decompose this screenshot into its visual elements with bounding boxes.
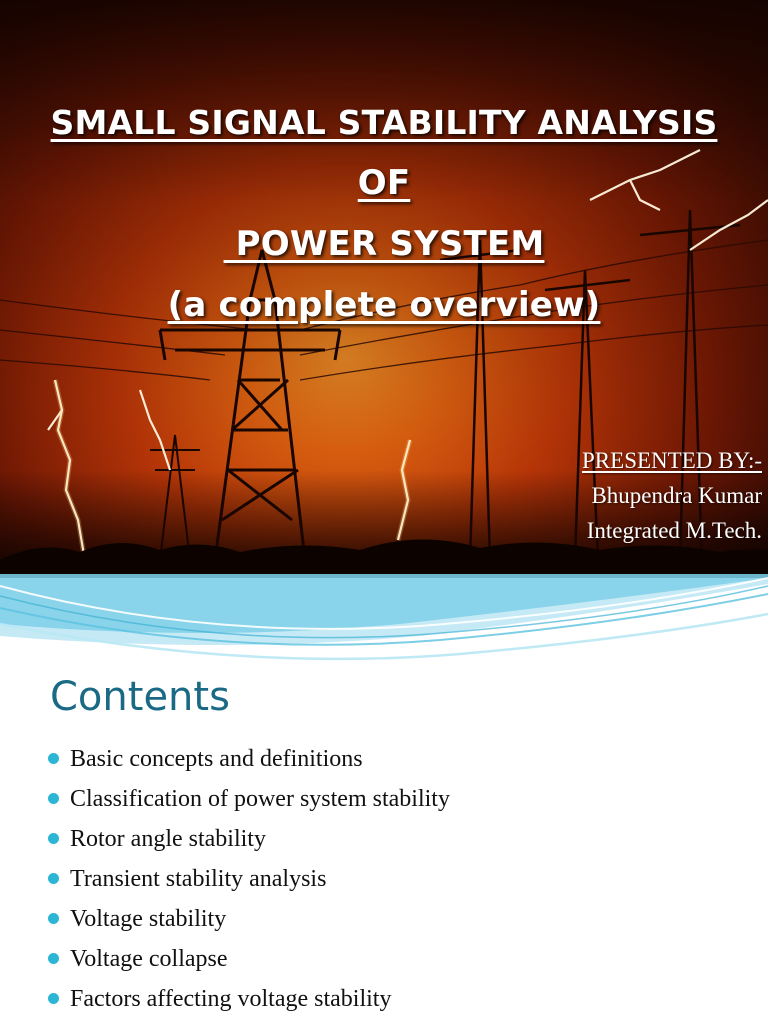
wave-divider <box>0 574 768 674</box>
bullet-icon <box>48 873 59 884</box>
title-line-2: OF <box>357 163 411 203</box>
presenter-block <box>582 443 762 548</box>
bullet-icon <box>48 913 59 924</box>
list-item: Basic concepts and definitions <box>48 742 450 782</box>
list-item: Transient stability analysis <box>48 862 450 902</box>
bullet-icon <box>48 833 59 844</box>
title-line-3: POWER SYSTEM <box>223 224 545 264</box>
list-item: Factors affecting voltage stability <box>48 982 450 1022</box>
bullet-icon <box>48 753 59 764</box>
title-block <box>0 92 768 336</box>
bullet-icon <box>48 953 59 964</box>
presenter-name: Bhupendra Kumar <box>591 483 762 508</box>
bullet-icon <box>48 793 59 804</box>
bullet-icon <box>48 993 59 1004</box>
list-item: Classification of power system stability <box>48 782 450 822</box>
contents-slide <box>0 660 768 1024</box>
contents-heading: Contents <box>50 674 230 720</box>
list-item: Voltage collapse <box>48 942 450 982</box>
contents-list <box>48 742 450 1022</box>
title-line-1: SMALL SIGNAL STABILITY ANALYSIS <box>50 103 718 142</box>
presenter-program: Integrated M.Tech. <box>586 518 762 543</box>
presenter-label: PRESENTED BY:- <box>582 448 762 473</box>
title-line-4: (a complete overview) <box>167 285 601 325</box>
list-item: Rotor angle stability <box>48 822 450 862</box>
list-item: Voltage stability <box>48 902 450 942</box>
